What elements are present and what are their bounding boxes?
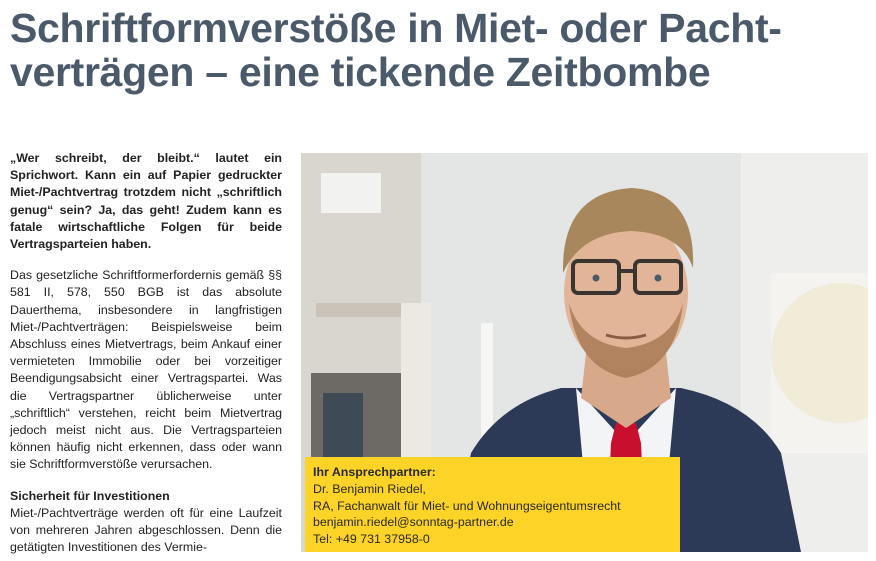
contact-role: RA, Fachanwalt für Miet- und Wohnungseigentumsrecht bbox=[313, 498, 621, 513]
section-paragraph: Miet-/Pachtverträge werden oft für eine Laufzeit von mehreren Jahren abgeschlossen. Denn die getätigten Investitionen des Vermie- bbox=[10, 505, 282, 555]
lead-paragraph: „Wer schreibt, der bleibt.“ lautet ein Sprichwort. Kann ein auf Papier gedruckter Miet-/Pachtvertrag trotzdem nicht „schriftlich genug“ sein? Ja, das geht! Zudem kann es fatale wirtschaftliche Folgen für beide Vertragsparteien haben. bbox=[10, 151, 282, 252]
contact-title: Ihr Ansprechpartner: bbox=[313, 465, 436, 479]
headline-line-2: verträgen – eine tickende Zeitbombe bbox=[10, 49, 711, 95]
contact-phone[interactable]: Tel: +49 731 37958-0 bbox=[313, 532, 430, 547]
article-column bbox=[10, 150, 282, 556]
contact-box bbox=[305, 457, 680, 552]
section-heading: Sicherheit für Investitionen bbox=[10, 488, 170, 503]
headline-line-1: Schriftformverstöße in Miet- oder Pacht- bbox=[10, 5, 782, 51]
body-paragraph: Das gesetzliche Schriftformerfordernis gemäß §§ 581 II, 578, 550 BGB ist das absolute Dauerthema, insbesondere in langfristigen Miet-/Pachtverträgen: Beispielsweise beim Abschluss eines Mietvertrags, beim Ankauf einer vermieteten Immobilie oder bei vorzeitiger Beendigungsabsicht einer Vertragspartei. Was die Vertragspartner üblicherweise unter „schriftlich“ verstehen, reicht beim Mietvertrag jedoch meist nicht aus. Die Vertragsparteien können häufig nicht erkennen, dass oder wann sie Schriftformverstöße verursachen. bbox=[10, 268, 282, 472]
contact-email[interactable]: benjamin.riedel@sonntag-partner.de bbox=[313, 515, 514, 530]
article-headline bbox=[10, 6, 870, 94]
contact-name: Dr. Benjamin Riedel, bbox=[313, 481, 426, 496]
